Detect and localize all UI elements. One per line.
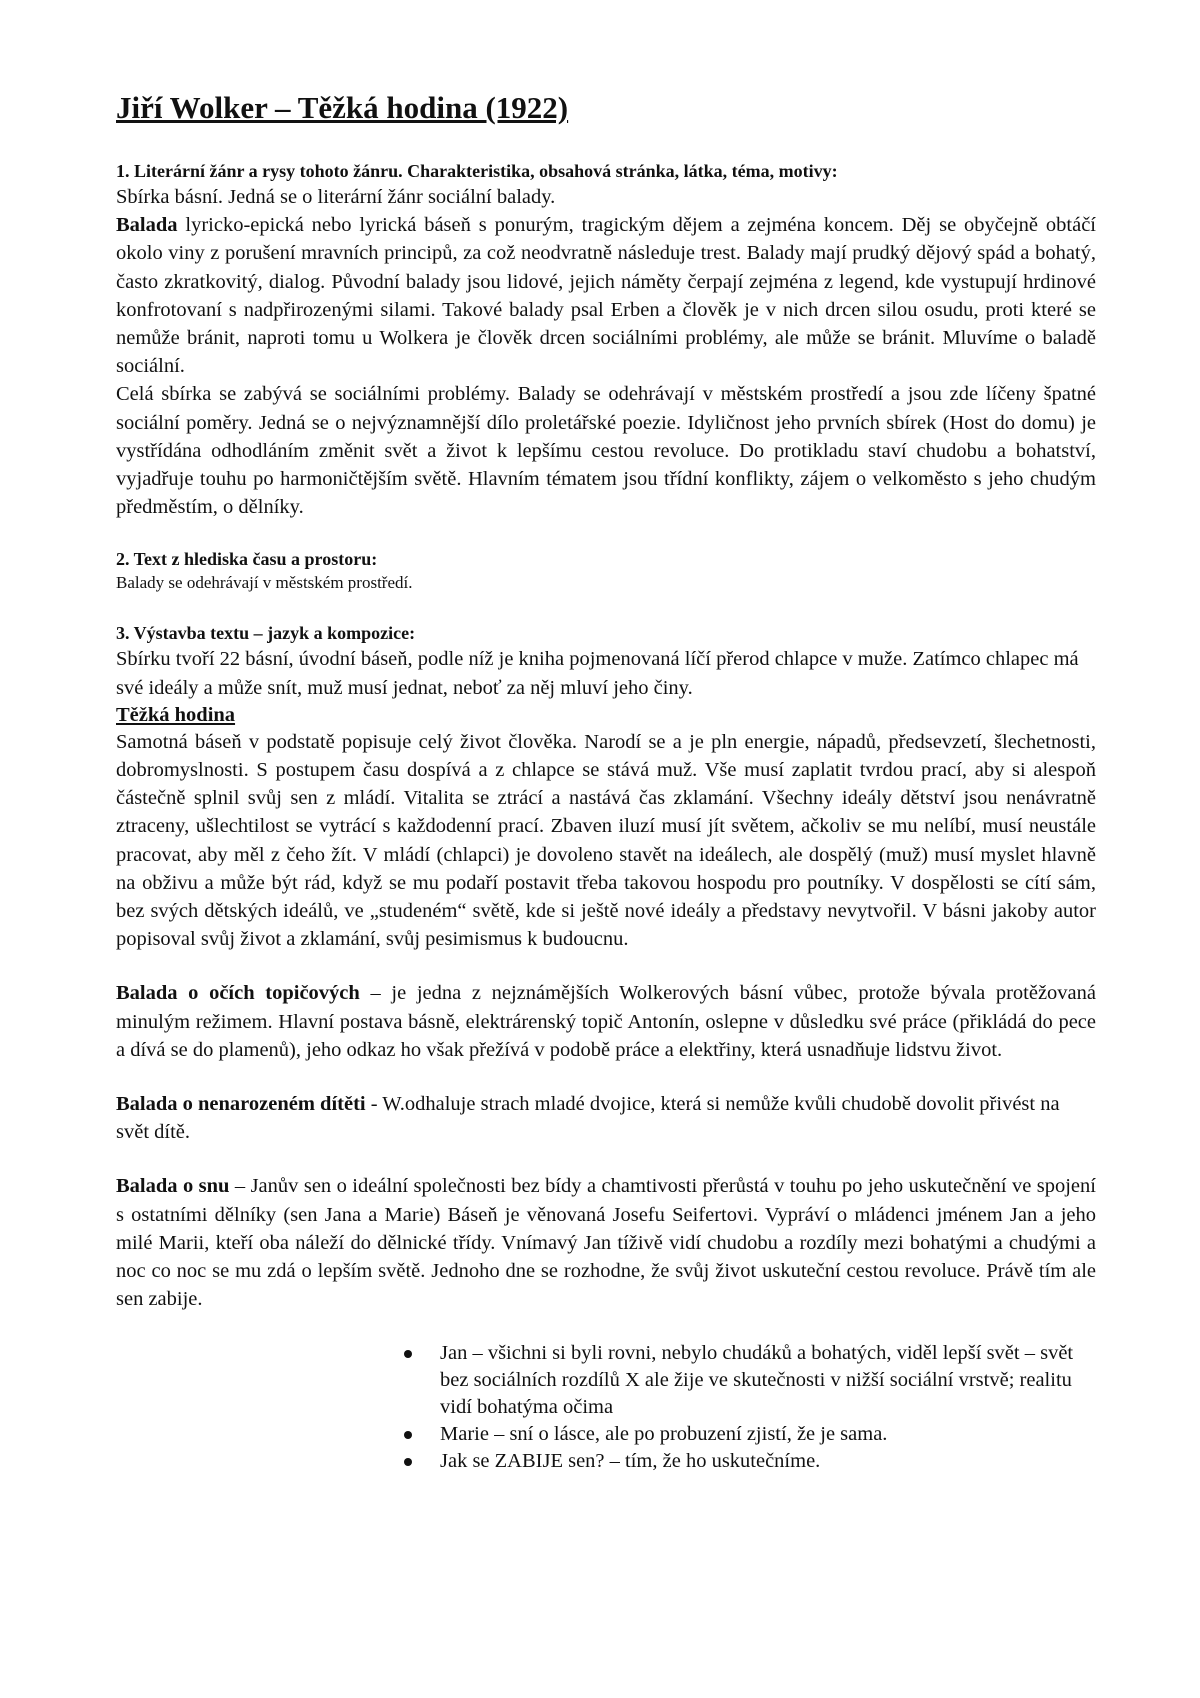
ballad-title-3: Balada o snu <box>116 1175 230 1198</box>
bullet-icon <box>404 1458 412 1466</box>
time-space-paragraph: Balady se odehrávají v městském prostředí. <box>116 573 413 593</box>
ballad-text-1: – je jedna z nejznámějších Wolkerových básní vůbec, protože bývala protěžovaná minulým režimem. Hlavní postava básně, elektrárenský topič Antonín, oslepne v důsledku své práce (přikládá do pece a dívá se do plamenů), jeho odkaz ho však přežívá v podobě práce a elektřiny, která usnadňuje lidstvu život. <box>116 982 1096 1061</box>
section-genre <box>116 159 1096 521</box>
bullet-icon <box>404 1350 412 1358</box>
document-page <box>116 88 1096 1475</box>
ballad-text-2: - W.odhaluje strach mladé dvojice, která si nemůže kvůli chudobě dovolit přivést na svět dítě. <box>116 1093 1060 1144</box>
genre-paragraph-3: Celá sbírka se zabývá se sociálními problémy. Balady se odehrávají v městském prostředí a jsou zde líčeny špatné sociální poměry. Jedná se o nejvýznamnější dílo proletářské poezie. Idyličnost jeho prvních sbírek (Host do domu) je vystřídána odhodláním změnit svět a život k lepšímu cestou revoluce. Do protikladu staví chudobu a bohatství, vyjadřuje touhu po harmoničtějším světě. Hlavním tématem jsou třídní konflikty, zájem o velkoměsto s jeho chudým předměstím, o dělníky. <box>116 383 1096 519</box>
section-time-space <box>116 547 1096 595</box>
ballad-term: Balada <box>116 214 178 237</box>
list-item: Jak se ZABIJE sen? – tím, že ho uskutečníme. <box>404 1448 1080 1475</box>
section-heading-genre: 1. Literární žánr a rysy tohoto žánru. Charakteristika, obsahová stránka, látka, téma, motivy: <box>116 161 838 181</box>
document-title: Jiří Wolker – Těžká hodina (1922) <box>116 90 569 125</box>
subheading-tezka-hodina: Těžká hodina <box>116 703 236 726</box>
ballad-nenarozene-dite <box>116 1090 1096 1146</box>
ballad-text-3: – Janův sen o ideální společnosti bez bídy a chamtivosti přerůstá v touhu po jeho uskutečnění ve spojení s ostatními dělníky (sen Jana a Marie) Báseň je věnovaná Josefu Seifertovi. Vypráví o mládenci jménem Jan a jeho milé Marii, kteří oba náleží do dělnické třídy. Vnímavý Jan tíživě vidí chudobu a rozdíly mezi bohatými a chudými a noc co noc se mu zdá o lepším světě. Jednoho dne se rozhodne, že svůj život uskuteční cestou revoluce. Právě tím ale sen zabije. <box>116 1175 1096 1311</box>
composition-paragraph-1: Sbírku tvoří 22 básní, úvodní báseň, podle níž je kniha pojmenovaná líčí přerod chlapce v muže. Zatímco chlapec má své ideály a může snít, muž musí jednat, neboť za něj mluví jeho činy. <box>116 648 1079 699</box>
ballad-title-2: Balada o nenarozeném dítěti <box>116 1093 366 1116</box>
section-heading-time-space: 2. Text z hlediska času a prostoru: <box>116 549 378 570</box>
composition-paragraph-2: Samotná báseň v podstatě popisuje celý život člověka. Narodí se a je pln energie, nápadů, předsevzetí, šlechetnosti, dobromyslnosti. S postupem času dospívá a z chlapce se stává muž. Vše musí zaplatit tvrdou prací, aby si alespoň částečně splnil svůj sen z mládí. Vitalita se ztrácí a nastává čas zklamání. Všechny ideály dětství jsou nenávratně ztraceny, ušlechtilost se vytrácí s každodenní prací. Zbaven iluzí musí jít světem, ačkoliv se mu nelíbí, musí neustále pracovat, aby měl z čeho žít. V mládí (chlapci) je dovoleno stavět na ideálech, ale dospělý (muž) musí myslet hlavně na obživu a může být rád, když se mu podaří postavit třeba takovou hospodu pro poutníky. V dospělosti se cítí sám, bez svých dětských ideálů, ve „studeném“ světě, kde si ještě nové ideály a představy nevytvořil. V básni jakoby autor popisoval svůj život a zklamání, svůj pesimismus k budoucnu. <box>116 730 1096 951</box>
bullet-list <box>116 1340 1096 1475</box>
genre-paragraph-ballad <box>116 211 1096 380</box>
ballad-oci-topicovych <box>116 979 1096 1064</box>
list-item: Jan – všichni si byli rovni, nebylo chudáků a bohatých, viděl lepší svět – svět bez sociálních rozdílů X ale žije ve skutečnosti v nižší sociální vrstvě; realitu vidí bohatýma očima <box>404 1340 1080 1421</box>
ballad-o-snu <box>116 1172 1096 1313</box>
ballad-title-1: Balada o očích topičových <box>116 982 360 1005</box>
section-composition <box>116 621 1096 953</box>
list-item: Marie – sní o lásce, ale po probuzení zjistí, že je sama. <box>404 1421 1080 1448</box>
section-heading-composition: 3. Výstavba textu – jazyk a kompozice: <box>116 623 416 644</box>
bullet-icon <box>404 1431 412 1439</box>
ballad-definition: lyricko-epická nebo lyrická báseň s ponurým, tragickým dějem a zejména koncem. Děj se obyčejně obtáčí okolo viny z porušení mravních principů, za což neodvratně následuje trest. Balady mají prudký dějový spád a bohatý, často zkratkovitý, dialog. Původní balady jsou lidové, jejich náměty čerpají zejména z legend, kde vystupují hrdinové konfrotovaní s nadpřirozenými silami. Takové balady psal Erben a člověk je v nich drcen silou osudu, proti které se nemůže bránit, naproti tomu u Wolkera je člověk drcen sociálními problémy, ale může se bránit. Mluvíme o baladě sociální. <box>116 214 1096 378</box>
genre-paragraph-1: Sbírka básní. Jedná se o literární žánr sociální balady. <box>116 186 556 208</box>
